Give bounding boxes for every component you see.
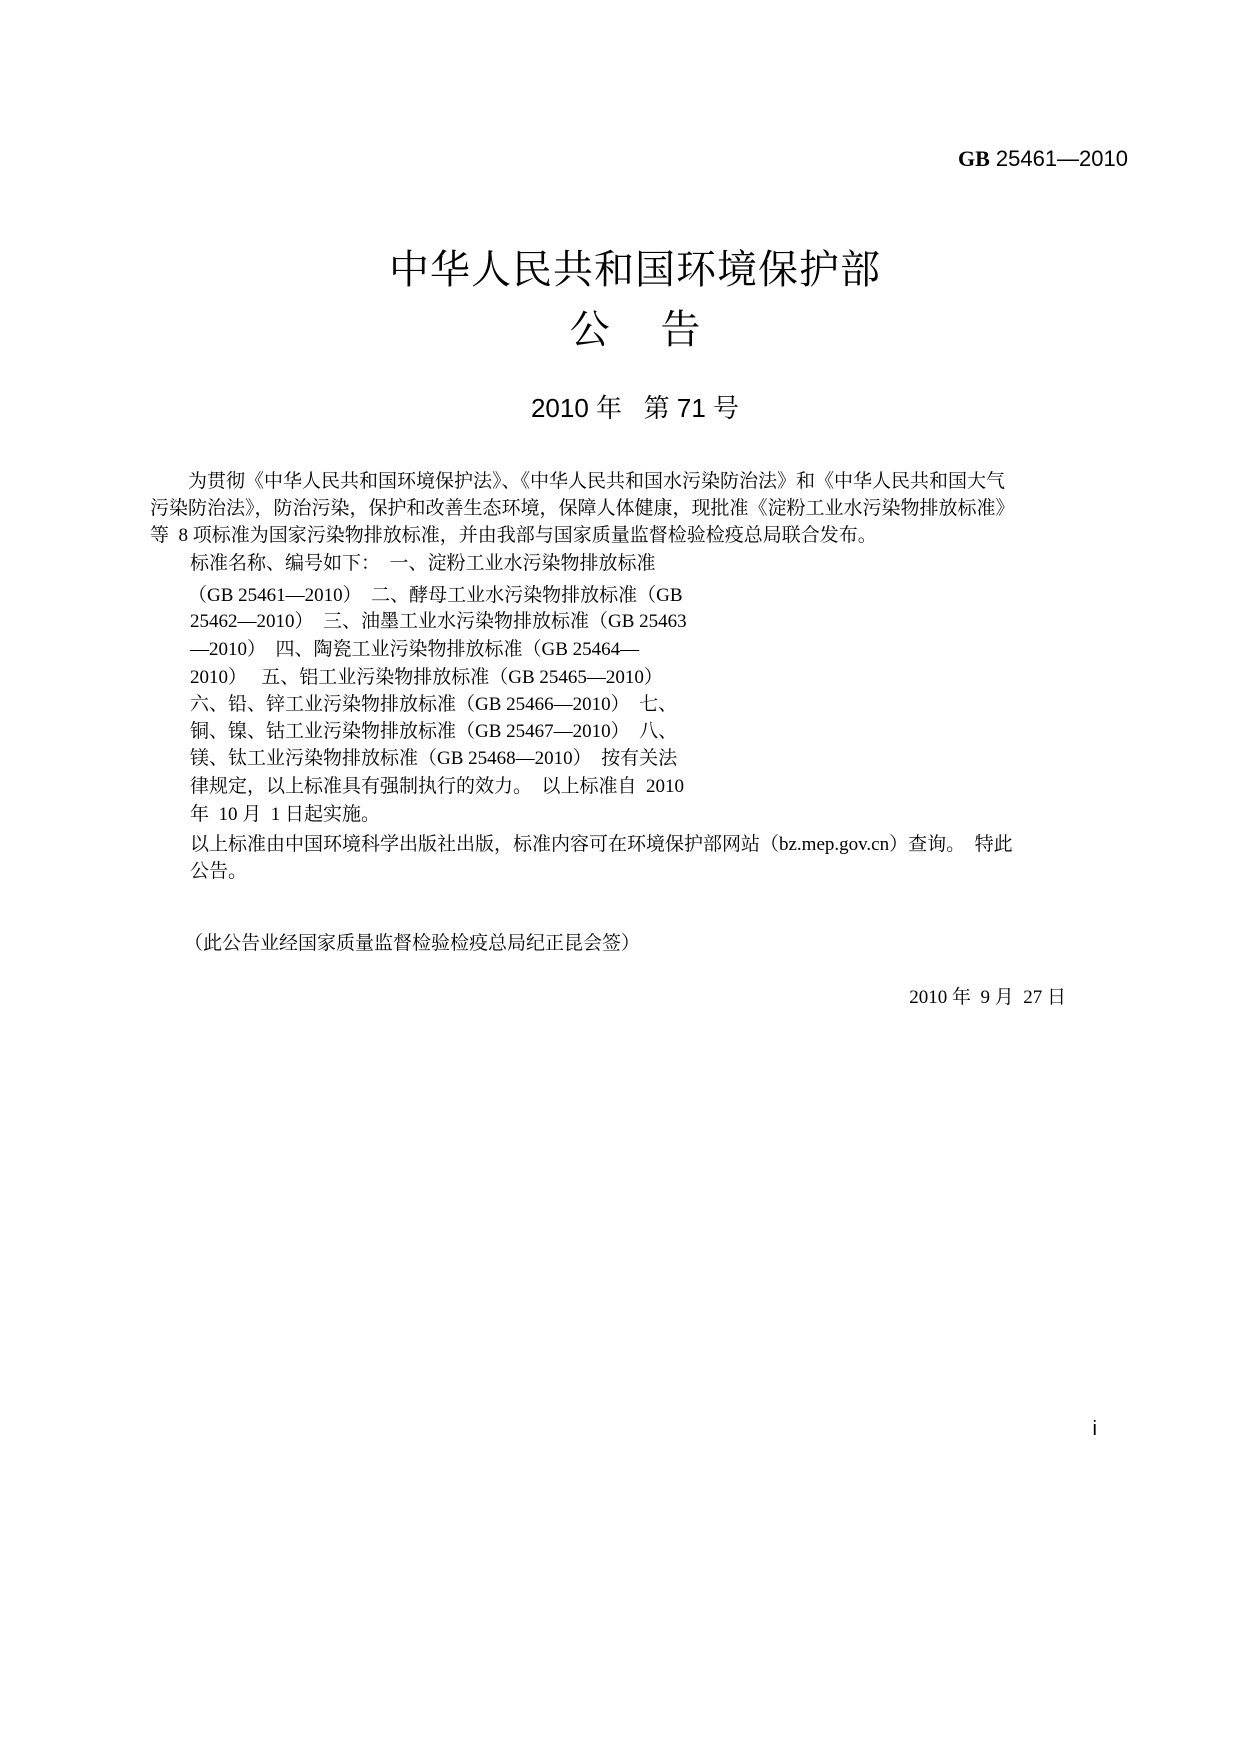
page-number: i [1092, 1418, 1097, 1440]
standards-line: 铜、镍、钴工业污染物排放标准（GB 25467—2010） 八、 [190, 721, 678, 742]
paragraph-line: 为贯彻《中华人民共和国环境保护法》、《中华人民共和国水污染防治法》和《中华人民共和国大气 [188, 471, 1006, 492]
standards-line: —2010） 四、陶瓷工业污染物排放标准（GB 25464— [190, 639, 640, 660]
standards-line: 律规定，以上标准具有强制执行的效力。 以上标准自 2010 [190, 776, 685, 797]
issue-number: 2010 年 第 71 号 [530, 393, 740, 423]
standard-prefix: GB [957, 146, 990, 171]
standards-line: （GB 25461—2010） 二、酵母工业水污染物排放标准（GB [188, 585, 683, 606]
standards-line: 2010） 五、铝工业污染物排放标准（GB 25465—2010） [190, 667, 663, 688]
publication-line: 公告。 [190, 861, 248, 882]
standards-line: 25462—2010） 三、油墨工业水污染物排放标准（GB 25463 [190, 611, 687, 632]
standard-number: 25461—2010 [995, 146, 1128, 171]
issuer-title: 中华人民共和国环境保护部 [389, 247, 881, 293]
standards-line: 标准名称、编号如下： 一、淀粉工业水污染物排放标准 [190, 553, 656, 574]
standards-line: 六、铅、锌工业污染物排放标准（GB 25466—2010） 七、 [190, 694, 678, 715]
standard-code [958, 146, 1128, 172]
paragraph-line: 污染防治法》，防治污染，保护和改善生态环境，保障人体健康，现批准《淀粉工业水污染物排放标准》 [150, 498, 1015, 519]
standards-line: 镁、钛工业污染物排放标准（GB 25468—2010） 按有关法 [190, 748, 678, 769]
notice-date: 2010 年 9 月 27 日 [909, 987, 1066, 1008]
paragraph-line: 等 8 项标准为国家污染物排放标准，并由我部与国家质量监督检验检疫总局联合发布。 [150, 525, 877, 546]
countersign-note: （此公告业经国家质量监督检验检疫总局纪正昆会签） [184, 933, 641, 954]
standards-line: 年 10 月 1 日起实施。 [190, 804, 381, 825]
notice-title: 公 告 [569, 307, 701, 353]
publication-line: 以上标准由中国环境科学出版社出版，标准内容可在环境保护部网站（bz.mep.gov.cn）查询。 特此 [190, 834, 1013, 855]
